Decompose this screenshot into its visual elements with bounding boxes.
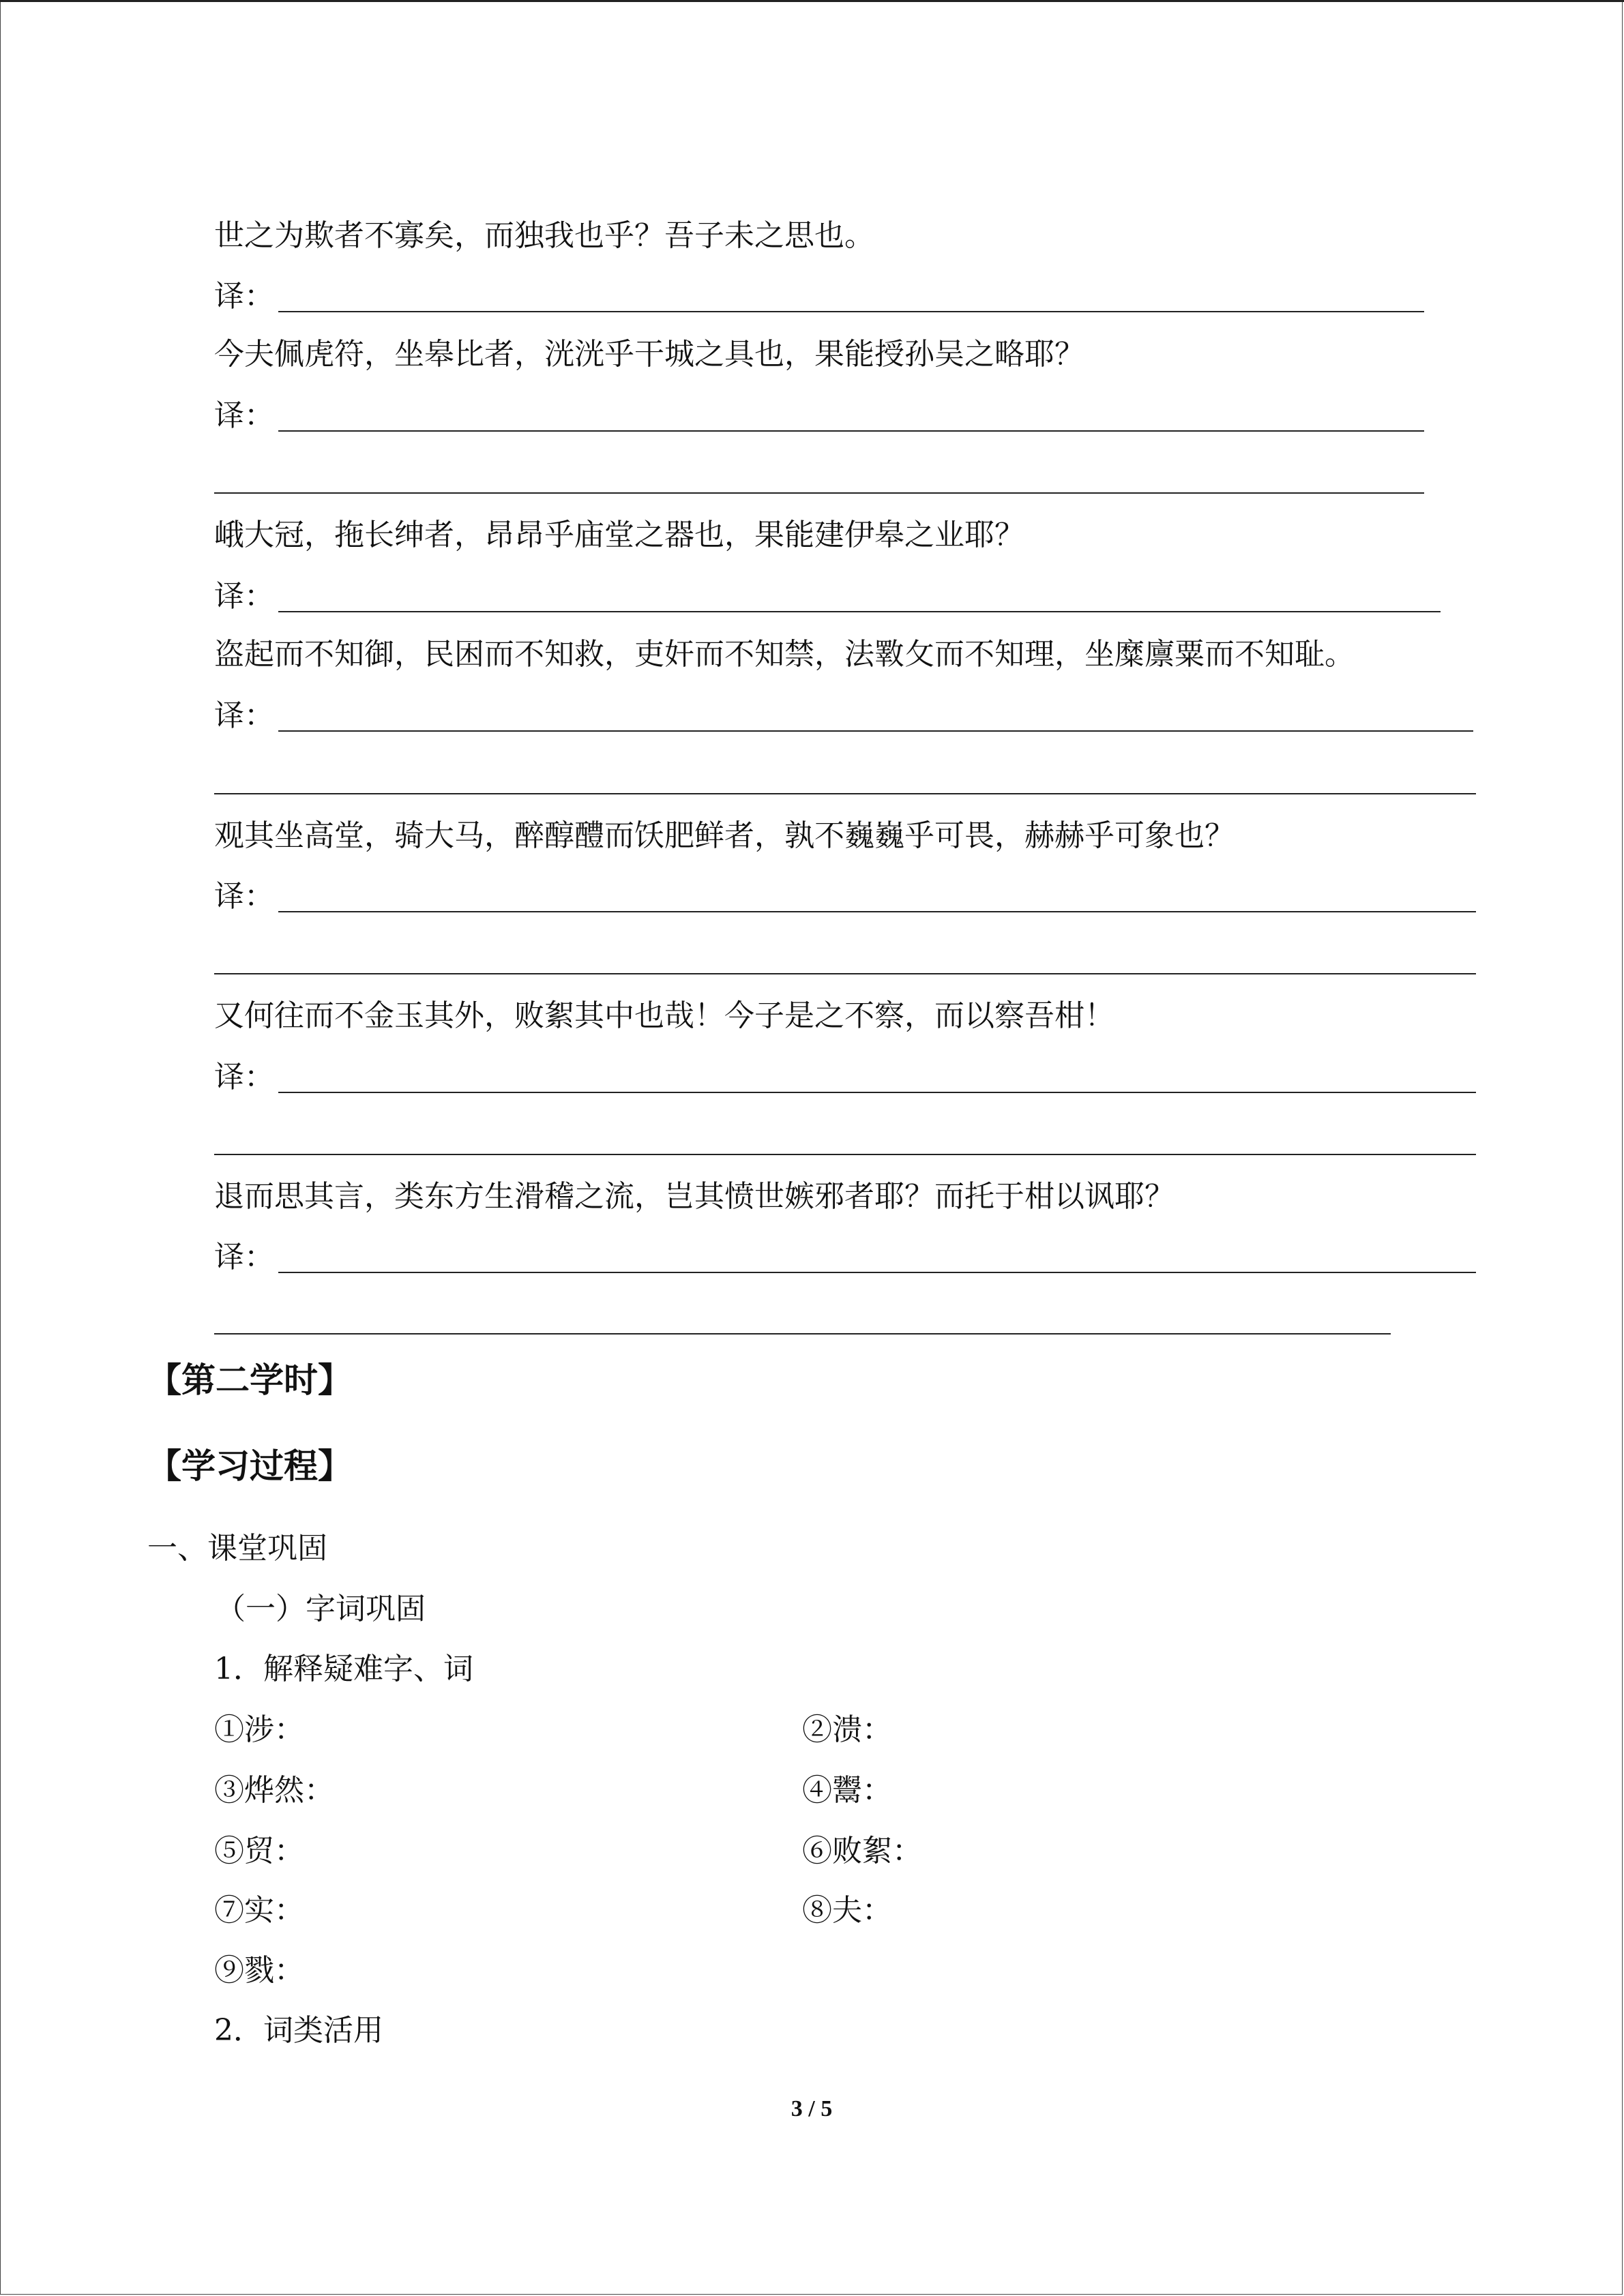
sentence-7: 退而思其言，类东方生滑稽之流，岂其愤世嫉邪者耶？而托于柑以讽耶？ <box>214 1179 1175 1214</box>
sentence-1: 世之为欺者不寡矣，而独我也乎？吾子未之思也。 <box>214 218 874 253</box>
translate-label-7: 译： <box>214 1240 274 1274</box>
translate-label-3: 译： <box>214 579 274 614</box>
vocab-item-4: ④鬻： <box>802 1773 892 1808</box>
item-explain-words: 1．解释疑难字、词 <box>214 1652 473 1686</box>
answer-line-3[interactable] <box>278 611 1441 612</box>
answer-line-5b[interactable] <box>214 973 1476 974</box>
answer-line-6b[interactable] <box>214 1154 1476 1155</box>
translate-label-1: 译： <box>214 279 274 314</box>
vocab-item-8: ⑧夫： <box>802 1893 892 1928</box>
sentence-5: 观其坐高堂，骑大马，醉醇醴而饫肥鲜者，孰不巍巍乎可畏，赫赫乎可象也？ <box>214 818 1235 853</box>
heading-learning-process: 【学习过程】 <box>147 1446 352 1486</box>
answer-line-2a[interactable] <box>278 430 1424 432</box>
translate-label-4: 译： <box>214 698 274 733</box>
vocab-item-9: ⑨戮： <box>214 1953 304 1988</box>
answer-line-7b[interactable] <box>214 1333 1391 1335</box>
sentence-2: 今夫佩虎符，坐皋比者，洸洸乎干城之具也，果能授孙吴之略耶？ <box>214 337 1084 372</box>
answer-line-6a[interactable] <box>278 1092 1476 1093</box>
translate-label-2: 译： <box>214 398 274 433</box>
sentence-6: 又何往而不金玉其外，败絮其中也哉！今子是之不察，而以察吾柑！ <box>214 998 1114 1033</box>
answer-line-1[interactable] <box>278 311 1424 312</box>
vocab-item-6: ⑥败絮： <box>802 1834 922 1868</box>
answer-line-2b[interactable] <box>214 492 1424 494</box>
answer-line-5a[interactable] <box>278 911 1476 912</box>
translate-label-5: 译： <box>214 879 274 914</box>
vocab-item-3: ③烨然： <box>214 1773 334 1808</box>
page-number: 3 / 5 <box>791 2096 833 2121</box>
vocab-item-2: ②溃： <box>802 1712 892 1747</box>
subsection-vocabulary-review: （一）字词巩固 <box>216 1592 426 1626</box>
top-border-line <box>0 0 1624 2</box>
answer-line-4a[interactable] <box>278 730 1473 732</box>
heading-second-period: 【第二学时】 <box>147 1360 352 1400</box>
sentence-3: 峨大冠，拖长绅者，昂昂乎庙堂之器也，果能建伊皋之业耶？ <box>214 518 1024 552</box>
section-classroom-review: 一、课堂巩固 <box>147 1531 327 1566</box>
answer-line-7a[interactable] <box>278 1272 1476 1273</box>
translate-label-6: 译： <box>214 1060 274 1094</box>
item-word-class-shift: 2．词类活用 <box>214 2013 383 2048</box>
vocab-item-7: ⑦实： <box>214 1893 304 1928</box>
sentence-4: 盗起而不知御，民困而不知救，吏奸而不知禁，法斁攵而不知理，坐糜廪粟而不知耻。 <box>214 637 1355 672</box>
vocab-item-1: ①涉： <box>214 1712 304 1747</box>
vocab-item-5: ⑤贸： <box>214 1834 304 1868</box>
answer-line-4b[interactable] <box>214 793 1476 794</box>
